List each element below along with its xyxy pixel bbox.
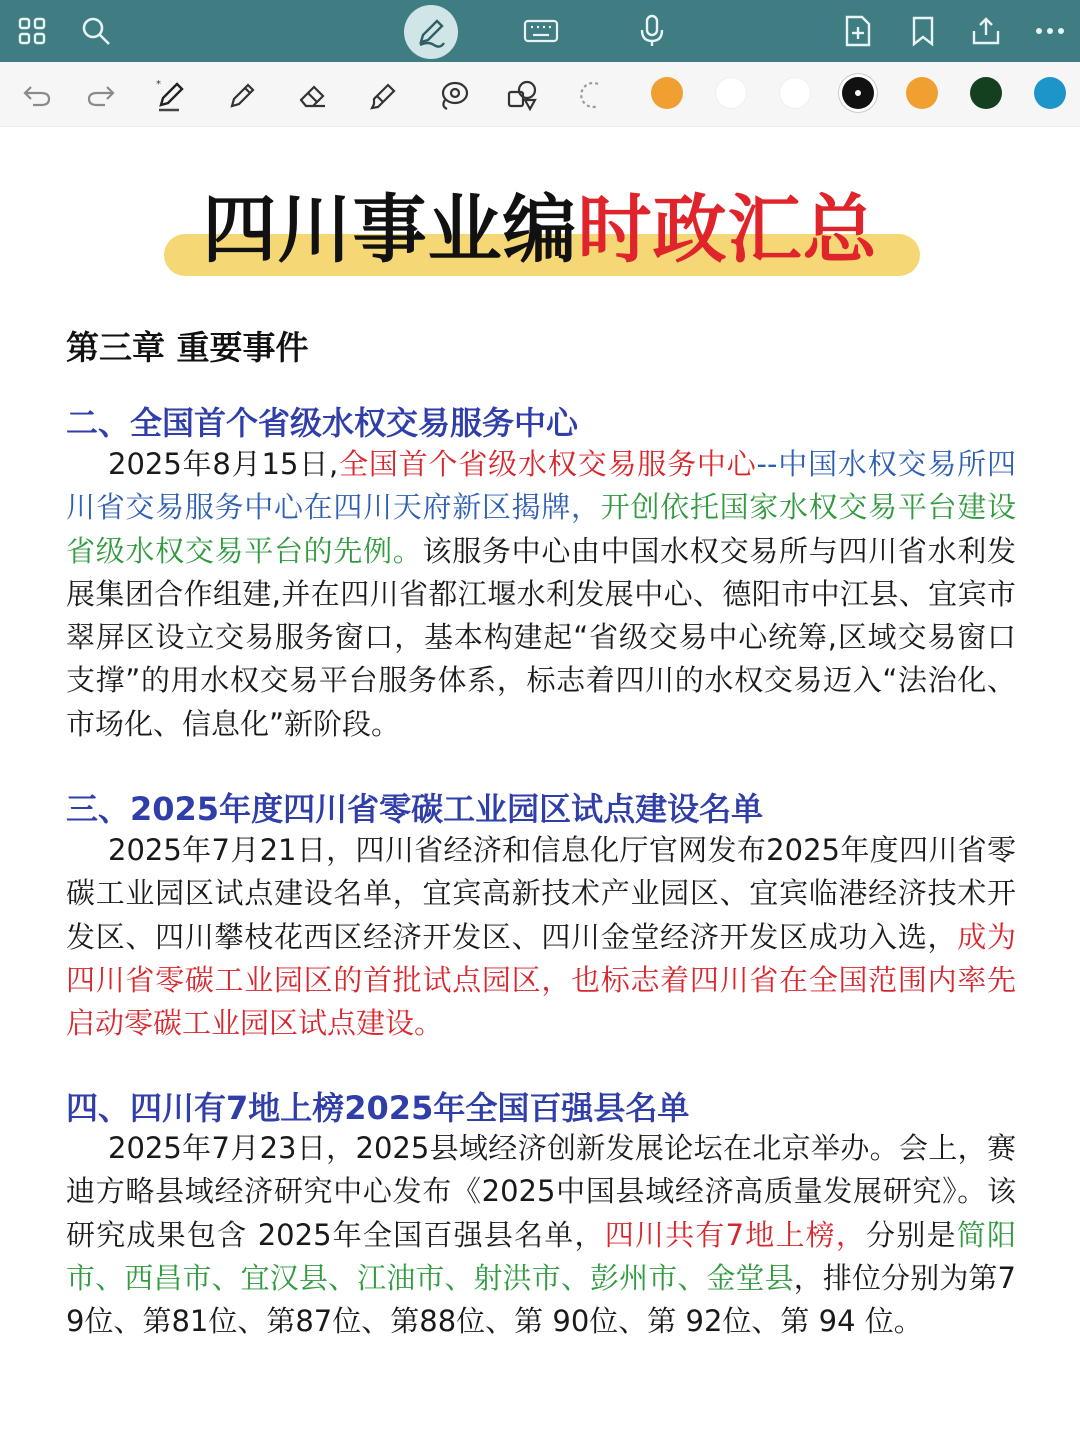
more-icon[interactable] (1028, 9, 1072, 53)
color-swatch-white[interactable] (715, 77, 747, 109)
section-paragraph-top-counties (66, 1127, 1016, 1343)
section-heading-top-counties: 四、四川有7地上榜2025年全国百强县名单 (66, 1089, 690, 1127)
para-text: 2025年7月23日，2025县域经济创新发展论坛在北京举办。会上，赛迪方略县域经济研究中心发布《2025中国县域经济高质量发展研究》。该研究成果包含 2025年全国百强县名单， (66, 1131, 1016, 1252)
pen-tool-icon[interactable] (150, 74, 192, 116)
color-swatch-black-selected[interactable] (842, 77, 874, 109)
grid-icon[interactable] (10, 9, 54, 53)
para-text: 2025年7月21日，四川省经济和信息化厅官网发布2025年度四川省零碳工业园区试点建设名单，宜宾高新技术产业园区、宜宾临港经济技术开发区、四川攀枝花西区经济开发区、四川金堂经济开发区成功入选， (66, 833, 1016, 954)
para-text-red: 全国首个省级水权交易服务中心 (338, 447, 757, 481)
lasso-tool-icon[interactable] (432, 74, 474, 116)
para-text-blue: --中国水权交易所四川省交易服务中心在四川天府新区揭牌， (66, 447, 1016, 525)
para-text-red: 成为四川省零碳工业园区的首批试点园区，也标志着四川省在全国范围内率先启动零碳工业园区试点建设。 (66, 919, 1016, 1041)
color-swatch-orange[interactable] (651, 77, 683, 109)
microphone-icon[interactable] (630, 9, 674, 53)
color-swatch-blue[interactable] (1034, 77, 1066, 109)
redo-icon[interactable] (80, 74, 122, 116)
title-text (160, 182, 920, 278)
add-page-icon[interactable] (836, 9, 880, 53)
para-text-red: 四川共有7地上榜， (604, 1217, 867, 1252)
para-text: 该服务中心由中国水权交易所与四川省水利发展集团合作组建,并在四川省都江堰水利发展中心、德阳市中江县、宜宾市翠屏区设立交易服务窗口，基本构建起“省级交易中心统筹,区域交易窗口支撑”的用水权交易平台服务体系，标志着四川的水权交易迈入“法治化、市场化、信息化”新阶段。 (66, 533, 1016, 741)
chapter-heading: 第三章 重要事件 (66, 328, 309, 367)
shapes-tool-icon[interactable] (502, 74, 544, 116)
color-swatch-orange-2[interactable] (906, 77, 938, 109)
para-text: 2025年8月15日, (108, 447, 339, 481)
section-paragraph-zero-carbon (66, 829, 1016, 1045)
color-swatch-dark-green[interactable] (970, 77, 1002, 109)
search-icon[interactable] (74, 9, 118, 53)
pen-mode-icon[interactable] (404, 5, 458, 59)
color-swatch-white-2[interactable] (779, 77, 811, 109)
top-app-bar (0, 0, 1080, 62)
title-part-red: 时政汇总 (577, 187, 878, 273)
section-heading-water-rights: 二、全国首个省级水权交易服务中心 (66, 404, 579, 442)
page-title (160, 182, 920, 282)
section-heading-zero-carbon: 三、2025年度四川省零碳工业园区试点建设名单 (66, 790, 764, 828)
keyboard-icon[interactable] (519, 9, 563, 53)
para-text: 分别是 (866, 1217, 957, 1252)
para-text-green: 简阳市、西昌市、宜汉县、江油市、射洪市、彭州市、金堂县 (66, 1217, 1016, 1295)
para-text-green: 开创依托国家水权交易平台建设省级水权交易平台的先例。 (66, 490, 1016, 568)
eraser-tool-icon[interactable] (292, 74, 334, 116)
section-paragraph-water-rights (66, 443, 1016, 746)
share-icon[interactable] (964, 9, 1008, 53)
title-part-black: 四川事业编 (202, 187, 578, 273)
para-text: ，排位分别为第79位、第81位、第87位、第88位、第 90位、第 92位、第 94 位。 (66, 1260, 1016, 1339)
toolbar-divider (0, 126, 1080, 127)
bookmark-icon[interactable] (901, 9, 945, 53)
svg-text:*: * (156, 79, 161, 90)
pencil-tool-icon[interactable] (222, 74, 264, 116)
selection-tool-icon[interactable] (570, 74, 612, 116)
highlighter-tool-icon[interactable] (362, 74, 404, 116)
undo-icon[interactable] (16, 74, 58, 116)
